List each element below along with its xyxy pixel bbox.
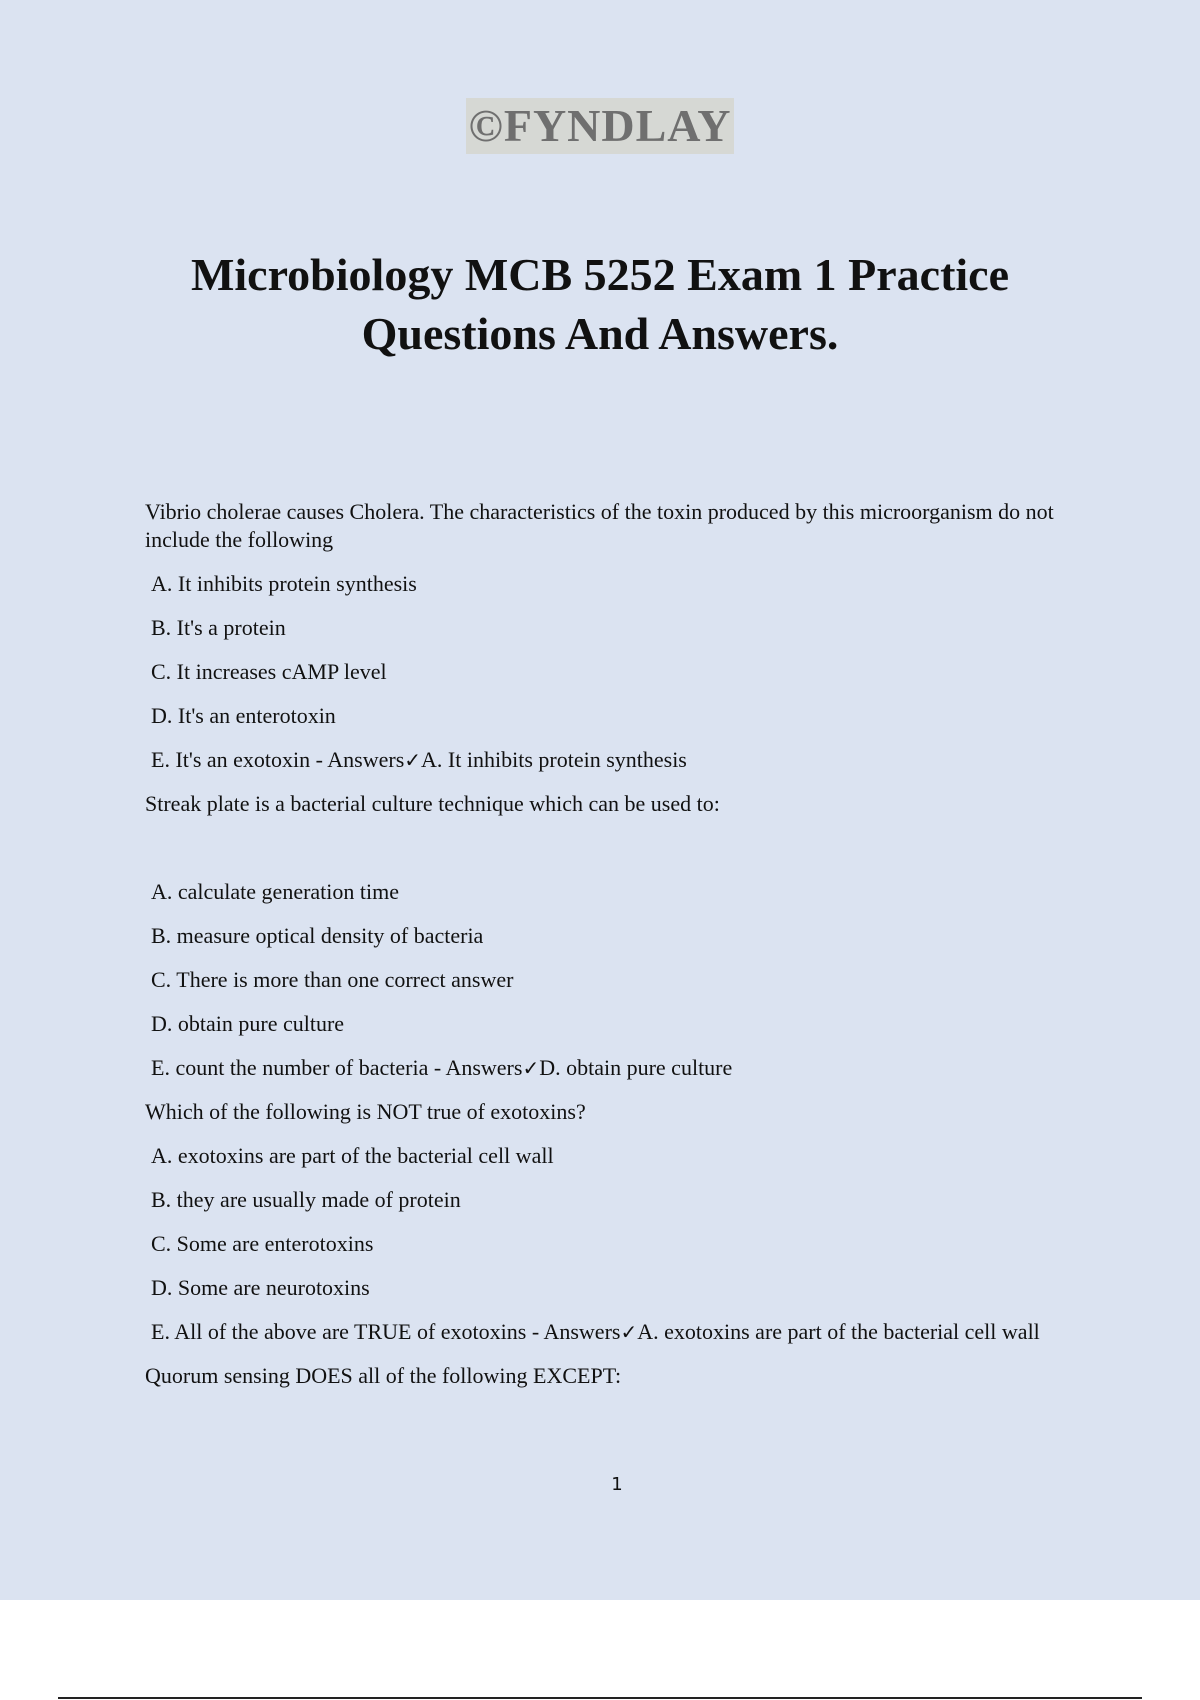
answers-label: Answers	[543, 1319, 621, 1344]
answer-option: C. Some are enterotoxins	[151, 1231, 374, 1256]
answer-option: C. It increases cAMP level	[151, 659, 387, 684]
answer-option-text: E. All of the above are TRUE of exotoxins -	[151, 1319, 544, 1344]
answer-option-with-key	[151, 1318, 1090, 1346]
answer-option: A. calculate generation time	[151, 879, 399, 904]
divider	[58, 1697, 1142, 1699]
answer-option: B. measure optical density of bacteria	[151, 923, 484, 948]
answer-option: B. they are usually made of protein	[151, 1187, 461, 1212]
question-stem: Vibrio cholerae causes Cholera. The characteristics of the toxin produced by this microorganism do not include the following	[145, 499, 1054, 552]
answer-option-text: E. It's an exotoxin -	[151, 747, 328, 772]
document-title: Microbiology MCB 5252 Exam 1 Practice Questions And Answers.	[190, 249, 1010, 359]
answer-option: C. There is more than one correct answer	[151, 967, 514, 992]
brand-label: ©FYNDLAY	[466, 98, 733, 154]
correct-answer: A. It inhibits protein synthesis	[421, 747, 687, 772]
question-stem: Quorum sensing DOES all of the following EXCEPT:	[145, 1363, 622, 1388]
answer-option: D. obtain pure culture	[151, 1011, 345, 1036]
answer-option: A. It inhibits protein synthesis	[151, 571, 417, 596]
answers-label: Answers	[327, 747, 405, 772]
answer-option: D. It's an enterotoxin	[151, 703, 336, 728]
correct-answer: A. exotoxins are part of the bacterial cell wall	[637, 1319, 1040, 1344]
checkmark-icon: ✓	[404, 748, 422, 772]
answer-option: D. Some are neurotoxins	[151, 1275, 370, 1300]
correct-answer: D. obtain pure culture	[539, 1055, 733, 1080]
answer-option-with-key	[151, 746, 1090, 774]
answer-option-with-key	[151, 1054, 1090, 1082]
answer-option: A. exotoxins are part of the bacterial cell wall	[151, 1143, 554, 1168]
answer-option-text: E. count the number of bacteria -	[151, 1055, 446, 1080]
answer-option: B. It's a protein	[151, 615, 286, 640]
page-number: 1	[611, 1474, 623, 1495]
watermark-brand	[0, 98, 1200, 154]
checkmark-icon: ✓	[620, 1320, 638, 1344]
question-list	[145, 498, 1090, 1406]
question-stem: Which of the following is NOT true of exotoxins?	[145, 1099, 586, 1124]
question-stem: Streak plate is a bacterial culture technique which can be used to:	[145, 791, 720, 816]
checkmark-icon: ✓	[522, 1056, 540, 1080]
answers-label: Answers	[445, 1055, 523, 1080]
